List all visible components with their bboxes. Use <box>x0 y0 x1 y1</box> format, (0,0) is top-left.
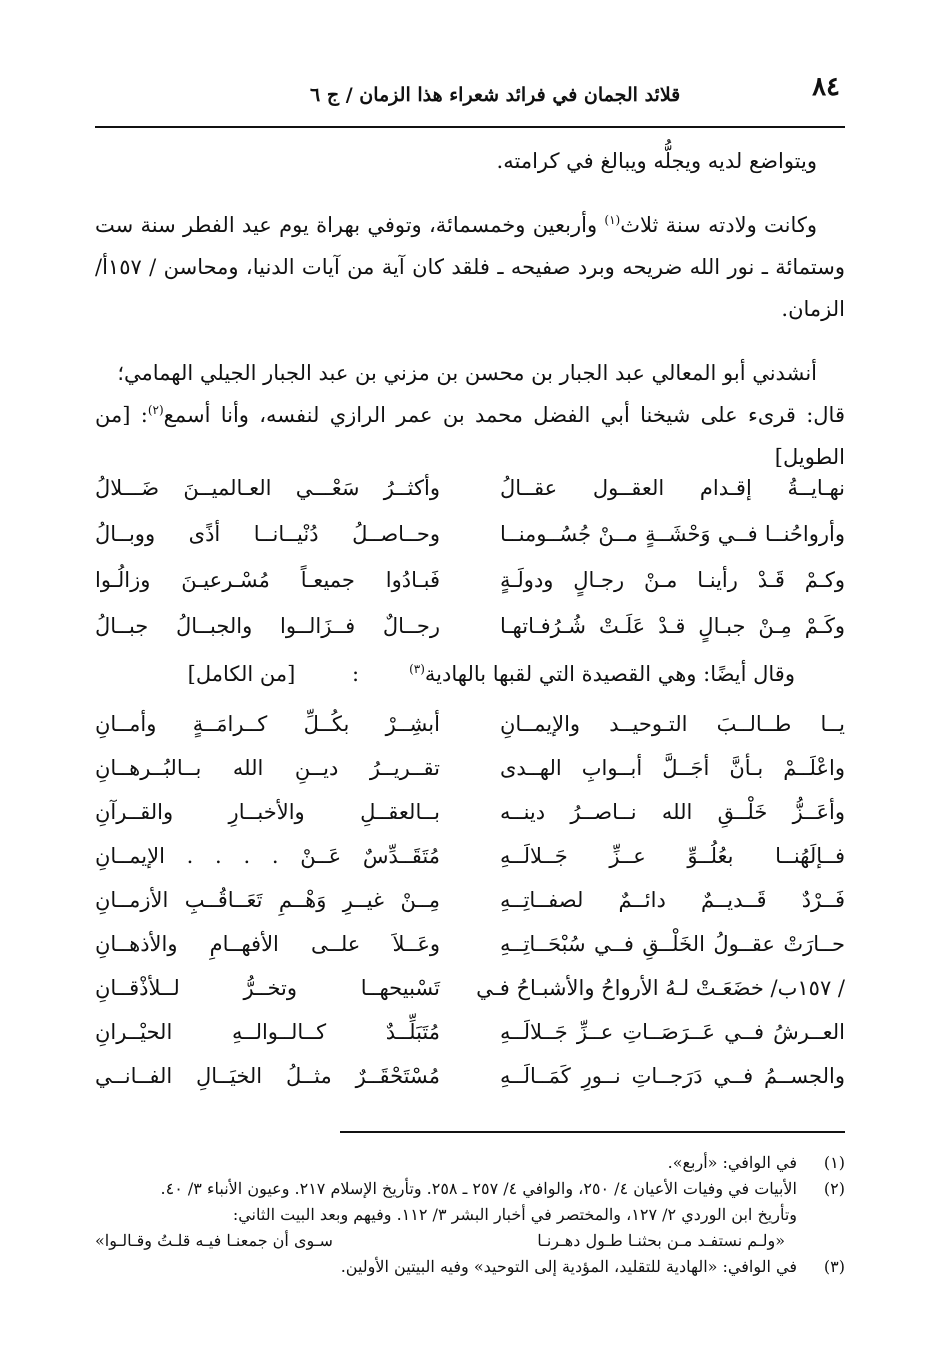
hemistich-second: وأكثــرُ سَعْـــي العـالميــنَ ضَـــلالُ <box>95 476 440 500</box>
hemistich-first: العــرشُ فــي عَــرَصَــاتِ عــزِّ جَــلالَــهِ <box>500 1020 845 1044</box>
footnote-verse-first: «ولـم نستفـد مـن بحثنـا طـول دهـرنـا <box>537 1231 785 1250</box>
hemistich-first: وكـمْ قَـدْ رأينـا مـنْ رجـالٍ ودولَـةٍ <box>500 568 845 592</box>
hemistich-first: والجســمُ فــي دَرَجــاتِ نــورِ كَمَــالَــهِ <box>500 1064 845 1088</box>
hemistich-first: وأرواحُنــا فــي وَحْشَــةٍ مــنْ جُسُــومنــا <box>500 522 845 546</box>
paragraph-4: قال: قرىء على شيخنا أبي الفضل محمد بن عمر الرازي لنفسه، وأنا أسمع$^{(٢)}$: [من الطويل] <box>95 403 845 469</box>
poem1-verse <box>95 568 845 608</box>
page-header <box>95 72 840 112</box>
hemistich-second: مُسْتَحْقَــرٌ مثــلُ الخيَــالِ الفــانــي <box>95 1064 440 1088</box>
footnote-number: (١) <box>823 1153 845 1172</box>
hemistich-first: نهـايــةُ إقـدام العقــول عقــالُ <box>500 476 845 500</box>
header-rule <box>95 126 845 128</box>
hemistich-first: واعْلَــمْ بـأنَّ أجَــلَّ أبــوابِ الهــدى <box>500 756 845 780</box>
poem2-verse <box>95 756 845 796</box>
poem2-verse <box>95 1064 845 1104</box>
hemistich-second: مِــنْ غيــرِ وَهْــمِ تَعَــاقُــبِ الأزمــانِ <box>95 888 440 912</box>
footnote-2-continued: وتأريخ ابن الوردي ٢/ ١٢٧، والمختصر في أخبار البشر ٣/ ١١٢. وفيهم وبعد البيت الثاني: <box>232 1205 797 1224</box>
hemistich-first: حــارَتْ عقــولُ الخَلْــقِ فــي سُبْحَــاتِــهِ <box>500 932 845 956</box>
running-title: قلائد الجمان في فرائد شعراء هذا الزمان / ج ٦ <box>310 84 681 106</box>
hemistich-first: فَــرْدٌ قَــديــمٌ دائــمٌ لصفــاتِــهِ <box>500 888 845 912</box>
footnote-ref-1: (١) <box>604 213 621 227</box>
poem2-intro: وقال أيضًا: وهي القصيدة التي لقبها بالهادية$^{(٣)}$: [من الكامل] <box>187 662 795 686</box>
footnote-ref-2: (٢) <box>147 403 164 417</box>
hemistich-second: مُتَقَــدِّسٌ عَــنْ . . . . الإيمــانِ <box>95 844 440 868</box>
footnotes <box>95 1150 845 1280</box>
poem1-verse <box>95 614 845 654</box>
footnote-3: (٣) في الوافي: «الهادية للتقليد، المؤدية إلى التوحيد» وفيه البيتين الأولين. <box>95 1254 845 1280</box>
poem2-verse <box>95 800 845 840</box>
hemistich-second: مُتَبَلِّــدٌ كــالــوالــهِ الحيْــرانِ <box>95 1020 440 1044</box>
hemistich-second: بــالعقــلِ والأخبــارِ والقــرآنِ <box>95 800 440 824</box>
hemistich-second: فَبـادُوا جميعـاً مُسْـرعيـنَ وزالُـوا <box>95 568 440 592</box>
hemistich-first: / ١٥٧ب/ خضَعَـتْ لـهُ الأرواحُ والأشبـاحُ فـي <box>476 976 845 1000</box>
poem2-verse <box>95 1020 845 1060</box>
hemistich-first: يــا طــالــبَ التـوحيــد والإيمــانِ <box>500 712 845 736</box>
hemistich-first: فــإلَهُنــا بعُلُــوِّ عــزِّ جَــلالَــهِ <box>500 844 845 868</box>
footnote-2: (٢) الأبيات في وفيات الأعيان ٤/ ٢٥٠، والوافي ٤/ ٢٥٧ ـ ٢٥٨. وتأريخ الإسلام ٢١٧. وعيون الأنباء ٣/ ٤٠. <box>95 1176 845 1202</box>
hemistich-second: وحــاصــلُ دُنْيــانــا أذًى ووبــالُ <box>95 522 440 546</box>
meter-label: [من الكامل] <box>187 662 296 686</box>
hemistich-second: تقــريــرُ ديــنِ الله بــالبُــرهــانِ <box>95 756 440 780</box>
hemistich-second: وعَــلاَ علــى الأفهــامِ والأذهــانِ <box>95 932 440 956</box>
paragraph-1: ويتواضع لديه ويجلُّه ويبالغ في كرامته. <box>496 149 817 173</box>
hemistich-first: وكَـمْ مِـنْ جبـالٍ قـدْ عَلَـتْ شُـرُفـاتهـا <box>500 614 845 638</box>
hemistich-second: رجــالٌ فــزَالــوا والجبــالُ جبــالُ <box>95 614 440 638</box>
poem2-verse <box>95 844 845 884</box>
page-number: ٨٤ <box>812 72 840 102</box>
poem2-verse <box>95 888 845 928</box>
footnote-1: (١) في الوافي: «أربع». <box>95 1150 845 1176</box>
footnote-verse <box>95 1228 845 1254</box>
main-text <box>95 140 845 478</box>
paragraph-3: أنشدني أبو المعالي عبد الجبار بن محسن بن مزني بن عبد الجبار الجيلي الهمامي؛ <box>117 361 817 385</box>
footnote-number: (٢) <box>823 1179 845 1198</box>
footnote-number: (٣) <box>823 1257 845 1276</box>
poem1-verse <box>95 476 845 516</box>
footnote-ref-3: (٣) <box>409 662 425 676</box>
hemistich-second: أبشِــرْ بكُــلِّ كــرامَــةٍ وأمــانِ <box>95 712 440 736</box>
poem1-verse <box>95 522 845 562</box>
paragraph-2: وكانت ولادته سنة ثلاث$^{(١)}$ وأربعين وخمسمائة، وتوفي بهراة يوم عيد الفطر سنة ست وستمائة ـ نور الله ضريحه وبرد صفيحه ـ فلقد كان آية من آيات الدنيا، ومحاسن / ١٥٧أ/ الزمان. <box>95 213 845 321</box>
poem2-verse <box>95 976 845 1016</box>
footnote-verse-second: سـوى أن جمعنـا فيـه قلـتُ وقـالـوا» <box>95 1231 333 1250</box>
poem2-verse <box>95 932 845 972</box>
footnote-rule <box>340 1131 845 1133</box>
hemistich-first: وأعَــزُّ خَلْــقِ الله نــاصــرُ دينــه <box>500 800 845 824</box>
poem2-verse <box>95 712 845 752</box>
hemistich-second: تَسْبيحهــا وتخــرُّ لــلأذْقــانِ <box>95 976 440 1000</box>
